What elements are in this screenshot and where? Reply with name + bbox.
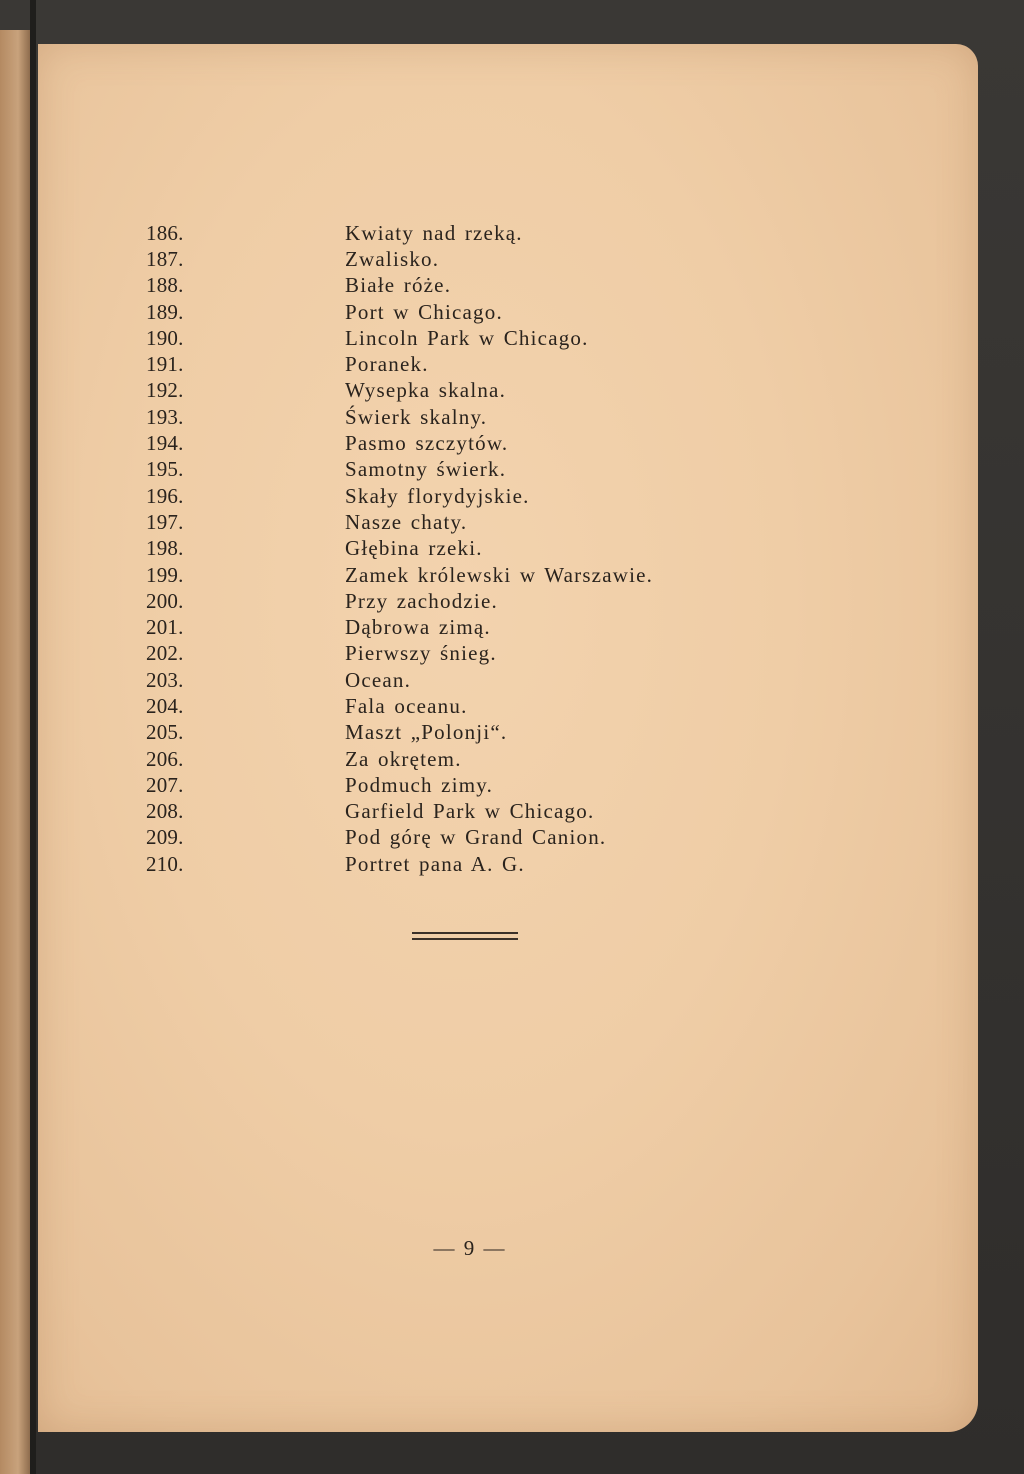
- entry-number: 196.: [146, 483, 184, 508]
- list-item: [146, 799, 653, 825]
- entry-title: Zwalisko.: [345, 246, 440, 271]
- entry-number: 208.: [146, 799, 184, 824]
- list-item: [146, 430, 653, 456]
- entry-number: 193.: [146, 404, 184, 429]
- list-item: [146, 667, 653, 693]
- list-item: [146, 351, 653, 377]
- list-item: [146, 220, 653, 246]
- entry-number: 201.: [146, 615, 184, 640]
- list-item: [146, 299, 653, 325]
- entry-title: Skały florydyjskie.: [345, 483, 530, 508]
- entry-number: 202.: [146, 641, 184, 666]
- list-item: [146, 588, 653, 614]
- entry-number: 207.: [146, 772, 184, 797]
- list-item: [146, 404, 653, 430]
- entry-title: Wysepka skalna.: [345, 378, 507, 403]
- entry-title: Głębina rzeki.: [345, 536, 483, 561]
- entry-title: Pasmo szczytów.: [345, 431, 509, 456]
- entry-number: 188.: [146, 273, 184, 298]
- entry-number: 190.: [146, 325, 184, 350]
- entry-title: Pierwszy śnieg.: [345, 641, 497, 666]
- entry-title: Lincoln Park w Chicago.: [345, 325, 589, 350]
- entry-number: 198.: [146, 536, 184, 561]
- list-item: [146, 273, 653, 299]
- entry-title: Garfield Park w Chicago.: [345, 799, 595, 824]
- list-item: [146, 825, 653, 851]
- entry-title: Port w Chicago.: [345, 299, 503, 324]
- list-item: [146, 772, 653, 798]
- list-item: [146, 720, 653, 746]
- list-item: [146, 536, 653, 562]
- list-item: [146, 562, 653, 588]
- entry-title: Samotny świerk.: [345, 457, 507, 482]
- list-item: [146, 693, 653, 719]
- list-item: [146, 483, 653, 509]
- entry-title: Maszt „Polonji“.: [345, 720, 508, 745]
- entry-title: Portret pana A. G.: [345, 851, 525, 876]
- entry-number: 206.: [146, 746, 184, 771]
- entry-number: 199.: [146, 562, 184, 587]
- entry-title: Nasze chaty.: [345, 509, 468, 534]
- entry-title: Pod górę w Grand Canion.: [345, 825, 607, 850]
- entry-number: 194.: [146, 431, 184, 456]
- entry-number: 187.: [146, 246, 184, 271]
- list-item: [146, 614, 653, 640]
- book-page: [38, 44, 978, 1432]
- entry-title: Fala oceanu.: [345, 693, 468, 718]
- entry-number: 209.: [146, 825, 184, 850]
- entry-number: 203.: [146, 667, 184, 692]
- list-item: [146, 246, 653, 272]
- entry-number: 195.: [146, 457, 184, 482]
- entry-number: 200.: [146, 588, 184, 613]
- entry-number: 189.: [146, 299, 184, 324]
- list-item: [146, 851, 653, 877]
- entry-title: Podmuch zimy.: [345, 772, 494, 797]
- entry-number: 192.: [146, 378, 184, 403]
- plate-list: [146, 220, 653, 877]
- entry-title: Kwiaty nad rzeką.: [345, 220, 523, 245]
- entry-number: 191.: [146, 352, 184, 377]
- list-item: [146, 641, 653, 667]
- entry-number: 204.: [146, 693, 184, 718]
- list-item: [146, 457, 653, 483]
- list-item: [146, 509, 653, 535]
- entry-title: Poranek.: [345, 352, 429, 377]
- entry-title: Dąbrowa zimą.: [345, 615, 491, 640]
- entry-title: Świerk skalny.: [345, 404, 488, 429]
- entry-title: Przy zachodzie.: [345, 588, 498, 613]
- entry-number: 197.: [146, 509, 184, 534]
- list-item: [146, 378, 653, 404]
- entry-number: 205.: [146, 720, 184, 745]
- entry-title: Ocean.: [345, 667, 412, 692]
- previous-page-edge: [0, 30, 30, 1474]
- book-binding: [30, 0, 36, 1474]
- entry-number: 186.: [146, 220, 184, 245]
- entry-title: Za okrętem.: [345, 746, 462, 771]
- page-number: — 9 —: [433, 1236, 507, 1260]
- entry-title: Białe róże.: [345, 273, 452, 298]
- entry-title: Zamek królewski w Warszawie.: [345, 562, 654, 587]
- double-rule-divider: [412, 932, 518, 940]
- entry-number: 210.: [146, 851, 184, 876]
- list-item: [146, 325, 653, 351]
- list-item: [146, 746, 653, 772]
